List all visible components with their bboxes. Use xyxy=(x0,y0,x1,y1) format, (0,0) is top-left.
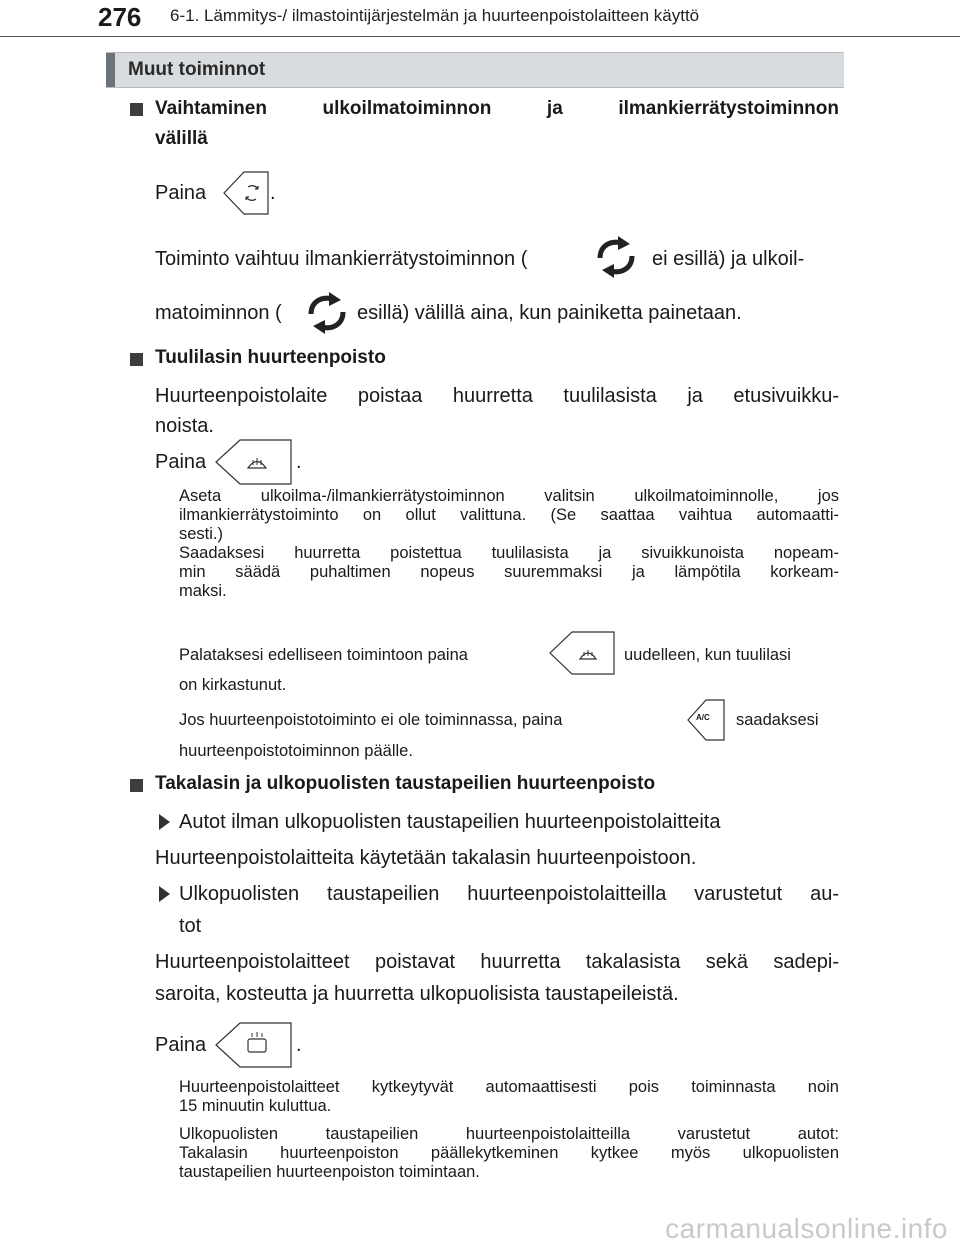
windshield-press-text: Paina xyxy=(155,451,207,473)
rear-press-text: Paina xyxy=(155,1034,207,1056)
triangle-bullet-icon xyxy=(159,886,170,902)
windshield-note1-line6: maksi. xyxy=(179,582,227,600)
bullet-square-icon xyxy=(130,779,143,792)
bullet-square-icon xyxy=(130,103,143,116)
windshield-desc-line1: Huurteenpoistolaite poistaa huurretta tuulilasista ja etusivuikku- xyxy=(155,385,839,407)
rear-note-line1: Huurteenpoistolaitteet kytkeytyvät automaattisesti pois toiminnasta noin xyxy=(179,1078,839,1096)
windshield-note1-line4: Saadaksesi huurretta poistettua tuulilasista ja sivuikkunoista nopeam- xyxy=(179,544,839,562)
recirc-toggle-text-b: ei esillä) ja ulkoil- xyxy=(652,248,805,270)
rear-sub2-line2: tot xyxy=(179,915,202,937)
section-header xyxy=(106,52,844,88)
recirc-toggle-text-d: esillä) välillä aina, kun painiketta painetaan. xyxy=(357,302,742,324)
rear-sub1: Autot ilman ulkopuolisten taustapeilien huurteenpoistolaitteita xyxy=(179,811,721,833)
windshield-press-end: . xyxy=(296,451,302,473)
rear-sub2-text-line2: saroita, kosteutta ja huurretta ulkopuolisista taustapeileistä. xyxy=(155,983,679,1005)
rear-note-line2: 15 minuutin kuluttua. xyxy=(179,1097,332,1115)
rear-heading: Takalasin ja ulkopuolisten taustapeilien huurteenpoisto xyxy=(155,773,656,794)
windshield-note1-line1: Aseta ulkoilma-/ilmankierrätystoiminnon valitsin ulkoilmatoiminnolle, jos xyxy=(179,487,839,505)
rear-press-end: . xyxy=(296,1034,302,1056)
outside-air-arrows-icon xyxy=(303,290,351,341)
recirc-heading-line2: välillä xyxy=(155,128,208,149)
recirculation-button-icon xyxy=(222,170,270,216)
windshield-desc-line2: noista. xyxy=(155,415,214,437)
windshield-note3-a: Jos huurteenpoistotoiminto ei ole toiminnassa, paina xyxy=(179,711,563,729)
rear-note-line4: Takalasin huurteenpoiston päällekytkeminen kytkee myös ulkopuolisten xyxy=(179,1144,839,1162)
windshield-note1-line3: sesti.) xyxy=(179,525,224,543)
windshield-note1-line2: ilmankierrätystoiminto on ollut valittuna. (Se saattaa vaihtua automaatti- xyxy=(179,506,839,524)
watermark: carmanualsonline.info xyxy=(665,1213,948,1244)
windshield-note2-b: uudelleen, kun tuulilasi xyxy=(624,646,791,664)
recirculation-arrows-icon xyxy=(592,234,640,285)
ac-button xyxy=(686,698,726,742)
front-defroster-button-icon xyxy=(214,438,294,486)
recirc-toggle-text-a: Toiminto vaihtuu ilmankierrätystoiminnon ( xyxy=(155,248,528,270)
rear-note-line3: Ulkopuolisten taustapeilien huurteenpoistolaitteilla varustetut autot: xyxy=(179,1125,839,1143)
rear-note-line5: taustapeilien huurteenpoiston toimintaan. xyxy=(179,1163,480,1181)
bullet-square-icon xyxy=(130,353,143,366)
rear-sub2-text-line1: Huurteenpoistolaitteet poistavat huurretta takalasista sekä sadepi- xyxy=(155,951,839,973)
header-divider xyxy=(0,36,960,37)
recirc-toggle-text-c: matoiminnon ( xyxy=(155,302,282,324)
windshield-note2-a: Palataksesi edelliseen toimintoon paina xyxy=(179,646,468,664)
section-header-bar xyxy=(106,53,115,87)
windshield-note2-c: on kirkastunut. xyxy=(179,676,287,694)
ac-button-label: A/C xyxy=(696,713,710,722)
windshield-note1-line5: min säädä puhaltimen nopeus suuremmaksi ja lämpötila korkeam- xyxy=(179,563,839,581)
windshield-note3-b: saadaksesi xyxy=(736,711,819,729)
windshield-note3-c: huurteenpoistotoiminnon päälle. xyxy=(179,742,413,760)
rear-sub1-text: Huurteenpoistolaitteita käytetään takalasin huurteenpoistoon. xyxy=(155,847,697,869)
recirc-press-text: Paina xyxy=(155,182,207,204)
rear-sub2-line1: Ulkopuolisten taustapeilien huurteenpoistolaitteilla varustetut au- xyxy=(179,883,839,905)
section-title: Muut toiminnot xyxy=(128,59,266,80)
recirc-heading-line1: Vaihtaminen ulkoilmatoiminnon ja ilmankierrätystoiminnon xyxy=(155,98,839,119)
front-defroster-button-icon xyxy=(548,630,616,676)
recirc-press-end: . xyxy=(270,182,276,204)
rear-defogger-button-icon xyxy=(214,1021,294,1069)
page-number: 276 xyxy=(98,2,142,32)
windshield-heading: Tuulilasin huurteenpoisto xyxy=(155,347,386,368)
chapter-title: 6-1. Lämmitys-/ ilmastointijärjestelmän ja huurteenpoistolaitteen käyttö xyxy=(170,6,700,25)
triangle-bullet-icon xyxy=(159,814,170,830)
